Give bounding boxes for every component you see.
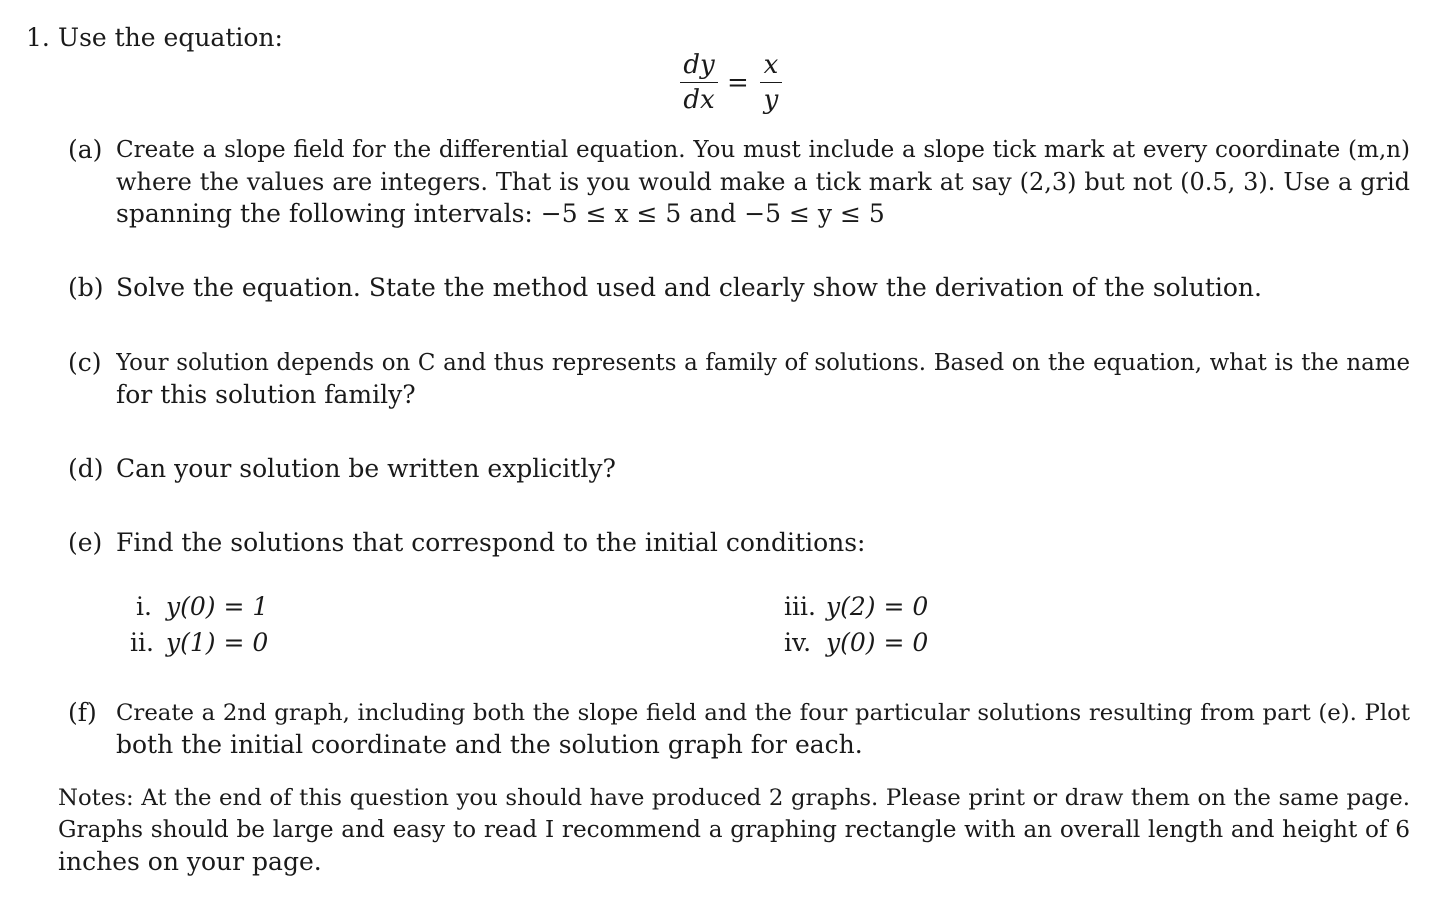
part-a-label: (a) [68, 135, 103, 164]
part-d-label: (d) [68, 454, 104, 483]
condition-ii: y(1) = 0 [166, 628, 269, 657]
notes-line-1: Notes: At the end of this question you should have produced 2 graphs. Please print or draw them on the same page. [58, 785, 1410, 811]
condition-label-iii: iii. [784, 592, 816, 621]
part-a-line-2: where the values are integers. That is you would make a tick mark at say (2,3) but not (0.5, 3). Use a grid [116, 168, 1410, 196]
question-number: 1. [26, 23, 50, 52]
condition-label-iv: iv. [784, 628, 812, 657]
part-a-line-3: spanning the following intervals: −5 ≤ x ≤ 5 and −5 ≤ y ≤ 5 [116, 199, 885, 228]
part-b-label: (b) [68, 273, 104, 302]
fraction-bar [760, 82, 782, 83]
equation-rhs-numerator: x [763, 50, 779, 80]
condition-label-ii: ii. [130, 628, 154, 657]
display-equation [680, 50, 790, 120]
part-f-line-2: both the initial coordinate and the solution graph for each. [116, 730, 863, 759]
equation-lhs-numerator: dy [683, 50, 715, 80]
part-c-line-1: Your solution depends on C and thus represents a family of solutions. Based on the equation, what is the name [116, 350, 1410, 376]
fraction-dy-dx [680, 50, 718, 115]
question-intro: Use the equation: [58, 23, 283, 52]
equation-lhs-denominator: dx [683, 85, 715, 115]
notes-line-2: Graphs should be large and easy to read I recommend a graphing rectangle with an overall length and height of 6 [58, 816, 1410, 843]
fraction-x-y [760, 50, 782, 115]
part-e-label: (e) [68, 528, 103, 557]
part-c-label: (c) [68, 348, 102, 377]
condition-i: y(0) = 1 [166, 592, 269, 621]
fraction-bar [680, 82, 718, 83]
part-f-label: (f) [68, 698, 97, 727]
part-a-line-1: Create a slope field for the differential equation. You must include a slope tick mark at every coordinate (m,n) [116, 137, 1410, 163]
condition-iii: y(2) = 0 [826, 592, 929, 621]
part-e-line-1: Find the solutions that correspond to the initial conditions: [116, 528, 866, 557]
part-d-line-1: Can your solution be written explicitly? [116, 454, 616, 483]
condition-iv: y(0) = 0 [826, 628, 929, 657]
notes-line-3: inches on your page. [58, 847, 322, 876]
part-f-line-1: Create a 2nd graph, including both the slope field and the four particular solutions resulting from part (e). Plot [116, 700, 1410, 726]
part-c-line-2: for this solution family? [116, 380, 416, 409]
part-b-line-1: Solve the equation. State the method used and clearly show the derivation of the solution. [116, 273, 1262, 302]
condition-label-i: i. [136, 592, 152, 621]
equation-equals: = [727, 68, 749, 98]
equation-rhs-denominator: y [763, 85, 779, 115]
